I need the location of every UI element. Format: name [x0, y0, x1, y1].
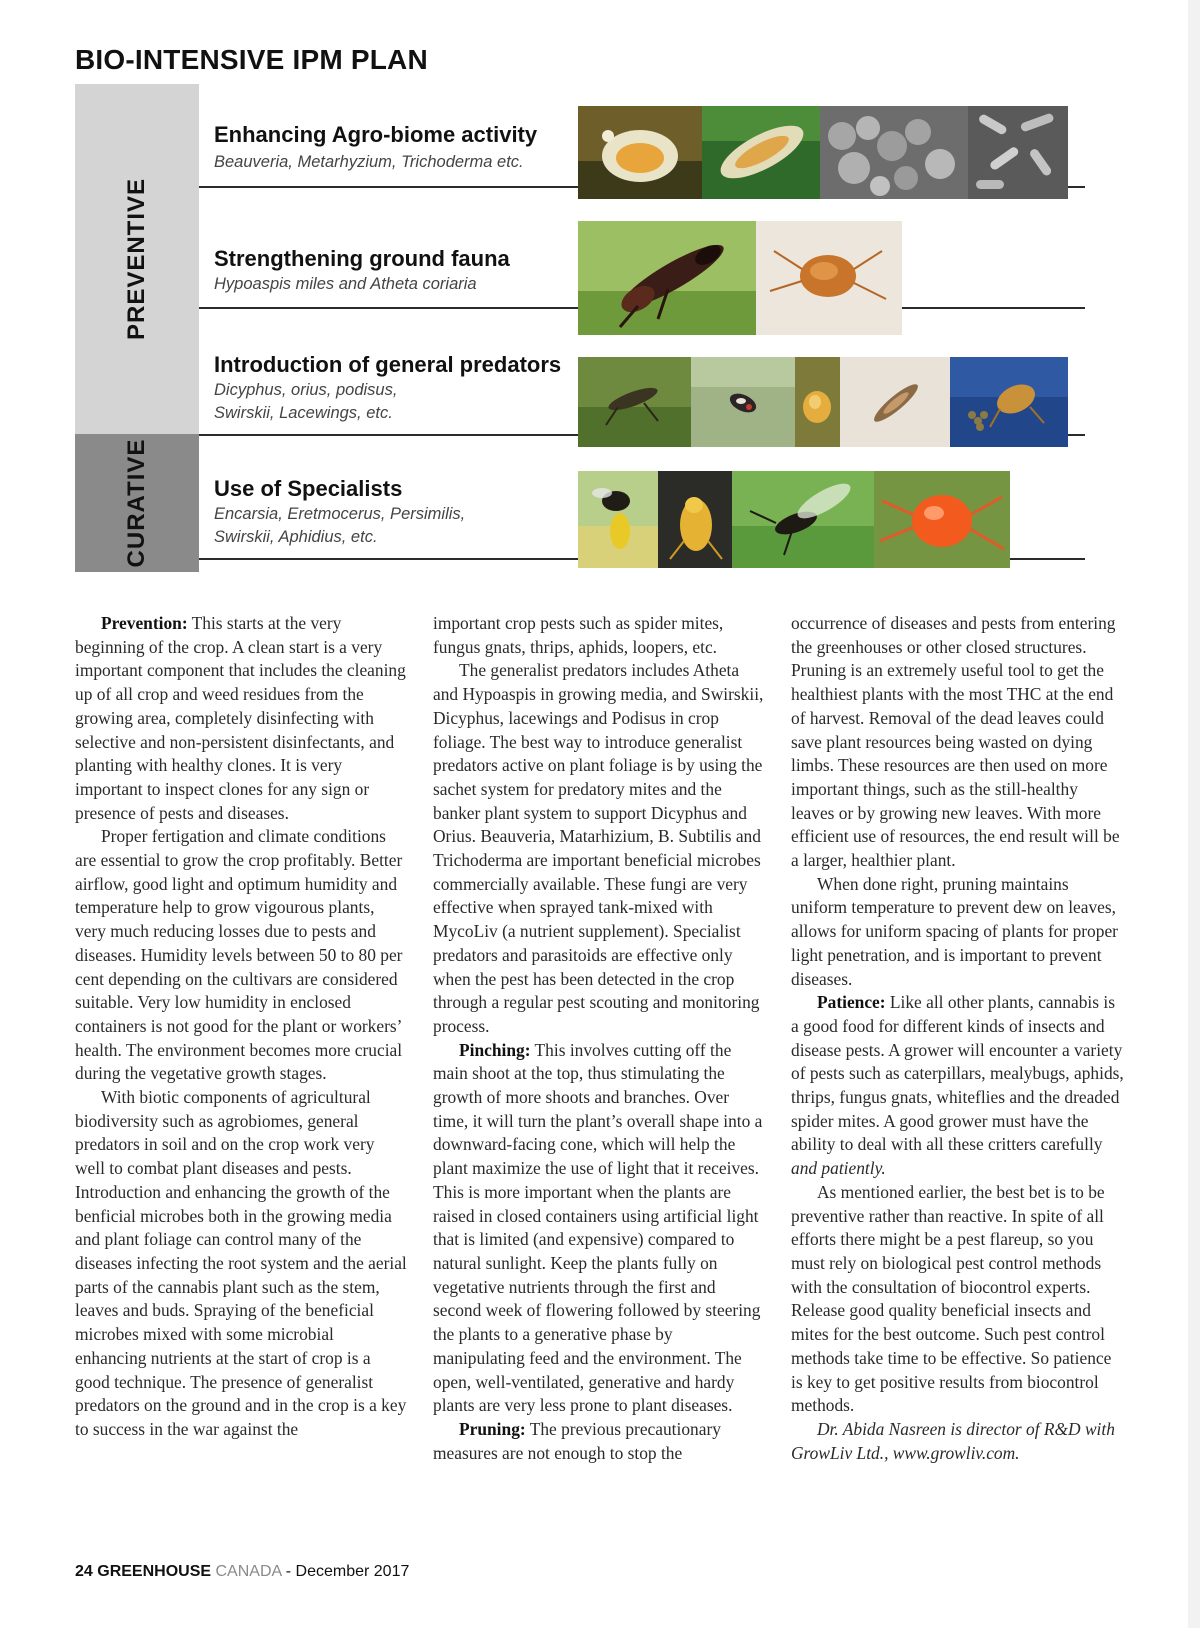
paragraph-text: The generalist predators includes Atheta and Hypoaspis in growing media, and Swirskii, Dicyphus, lacewings and Podisus in crop foliage. The best way to introduce generalist predators active on plant foliage is by using the sachet system for predatory mites and the banker plant system to support Dicyphus and Orius. Beauveria, Matarhizium, B. Subtilis and Trichoderma are important beneficial microbes commercially available. These fungi are very effective when sprayed tank-mixed with MycoLiv (a nutrient supplement). Specialist predators and parasitoids are effective only when the pest has been detected in the crop through a regular pest scouting and monitoring process.: [433, 660, 764, 1036]
paragraph-text: The previous precautionary measures are not enough to stop the: [433, 1418, 721, 1463]
row-subtitle-line2: Swirskii, Aphidius, etc.: [214, 528, 378, 546]
swirskii-mite-photo: [795, 357, 840, 447]
article-column-3: [791, 612, 1125, 1465]
paragraph-text: This involves cutting off the main shoot at the top, thus stimulating the growth of more shoots and branches. Over time, it will turn the plant’s overall shape into a downward-facing cone, which will help the plant maximize the use of light that it receives. This is more important when the plants are raised in closed containers using artificial light that is limited (and expensive) compared to natural sunlight. Keep the plants fully on vegetative nutrients through the first and second week of flowering followed by steering the plants to a generative phase by manipulating feed and the environment. The open, well-ventilated, generative and hardy plants are very less prone to plant diseases.: [433, 1039, 763, 1416]
curative-band: [75, 434, 199, 572]
paragraph-lead: Pruning:: [459, 1418, 526, 1439]
paragraph: [75, 825, 407, 1086]
trichoderma-micrograph-photo: [820, 106, 968, 199]
paragraph-pruning: [433, 1418, 767, 1465]
paragraph-continued: [433, 612, 767, 659]
paragraph-lead: Patience:: [817, 992, 886, 1013]
paragraph-pinching: [433, 1039, 767, 1418]
row-subtitle-line2: Swirskii, Lacewings, etc.: [214, 404, 393, 422]
row-subtitle: Beauveria, Metarhyzium, Trichoderma etc.: [214, 153, 524, 171]
row-title: Introduction of general predators: [214, 352, 562, 377]
aphidius-wasp-photo: [732, 471, 874, 568]
paragraph-text: occurrence of diseases and pests from entering the greenhouses or other closed structures. Pruning is an extremely useful tool to get the healthiest plants with the most THC at the end of harvest. Removal of the dead leaves could save plant resources being wasted on dying limbs. These resources are then used on more important things, such as the still-healthy leaves or by growing new leaves. With more efficient use of resources, the end result will be a larger, healthier plant.: [791, 613, 1120, 871]
paragraph-text: As mentioned earlier, the best bet is to be preventive rather than reactive. In spite of all efforts there might be a pest flareup, so you must rely on biological pest control methods with the consultation of biocontrol experts. Release good quality beneficial insects and mites for the best outcome. Such pest control methods take time to be effective. So patience is key to get positive results from biocontrol methods.: [791, 1181, 1112, 1416]
orius-bug-photo: [691, 357, 795, 447]
paragraph: [433, 659, 767, 1038]
dicyphus-bug-photo: [578, 357, 691, 447]
paragraph-italic-tail: and patiently.: [791, 1158, 886, 1179]
byline-text: Dr. Abida Nasreen is director of R&D with GrowLiv Ltd., www.growliv.com.: [791, 1418, 1115, 1463]
lacewing-larva-photo: [840, 357, 950, 447]
page-number: 24: [75, 1563, 93, 1580]
paragraph-text: When done right, pruning maintains uniform temperature to prevent dew on leaves, allows for uniform spacing of plants for proper light penetration, and is important to prevent diseases.: [791, 873, 1118, 989]
rove-beetle-photo: [578, 221, 756, 335]
paragraph: [791, 1181, 1125, 1418]
magazine-country: CANADA: [215, 1563, 282, 1580]
paragraph-lead: Pinching:: [459, 1039, 531, 1060]
preventive-label: PREVENTIVE: [123, 177, 150, 341]
persimilis-mite-photo: [874, 471, 1010, 568]
encarsia-wasp-photo: [578, 471, 658, 568]
paragraph-text: important crop pests such as spider mites, fungus gnats, thrips, aphids, loopers, etc.: [433, 613, 724, 657]
paragraph: [791, 873, 1125, 992]
paragraph: [75, 1086, 407, 1442]
row-subtitle-line1: Encarsia, Eretmocerus, Persimilis,: [214, 505, 466, 523]
row-title: Enhancing Agro-biome activity: [214, 122, 538, 147]
fungal-spores-photo: [578, 106, 702, 199]
article-column-2: [433, 612, 767, 1465]
paragraph-patience: [791, 991, 1125, 1181]
page-edge-shadow: [1188, 0, 1200, 1628]
footer-separator: -: [285, 1563, 292, 1580]
paragraph-text: This starts at the very beginning of the crop. A clean start is a very important component that includes the cleaning up of all crop and weed residues from the growing area, completely disinfecting with selective and non-persistent disinfectants, and planting with healthy clones. It is very important to inspect clones for any sign or presence of pests and diseases.: [75, 613, 406, 823]
row-title: Use of Specialists: [214, 476, 403, 501]
row-title: Strengthening ground fauna: [214, 246, 510, 271]
preventive-band: [75, 84, 199, 434]
eretmocerus-wasp-photo: [658, 471, 732, 568]
row-subtitle: Hypoaspis miles and Atheta coriaria: [214, 275, 477, 293]
page-title: BIO-INTENSIVE IPM PLAN: [75, 44, 428, 75]
bacillus-micrograph-photo: [968, 106, 1068, 199]
issue-date: December 2017: [295, 1563, 410, 1580]
page-footer: [75, 1563, 409, 1581]
paragraph-text: Like all other plants, cannabis is a good food for different kinds of insects and disease pests. A grower will encounter a variety of pests such as caterpillars, mealybugs, aphids, thrips, fungus gnats, whiteflies and the dreaded spider mites. A good grower must have the ability to deal with all these critters carefully: [791, 992, 1124, 1155]
hypoaspis-mite-photo: [756, 221, 902, 335]
podisus-nymph-photo: [950, 357, 1068, 447]
curative-label: CURATIVE: [123, 438, 150, 568]
paragraph-text: Proper fertigation and climate conditions are essential to grow the crop profitably. Better airflow, good light and optimum humidity and temperature help to grow vigourous plants, very much reducing losses due to pests and diseases. Humidity levels between 50 to 80 per cent depending on the cultivars are considered suitable. Very low humidity in enclosed containers is not good for the plant or workers’ health. The environment becomes more crucial during the vegetative growth stages.: [75, 826, 403, 1084]
beauveria-infected-larva-photo: [702, 106, 820, 199]
paragraph-prevention: [75, 612, 407, 825]
article-column-1: [75, 612, 407, 1442]
magazine-name: GREENHOUSE: [97, 1563, 212, 1580]
paragraph-text: With biotic components of agricultural biodiversity such as agrobiomes, general predators in soil and on the crop work very well to combat plant diseases and pests. Introduction and enhancing the growth of the benficial microbes both in the growing media and plant foliage can control many of the diseases infecting the root system and the aerial parts of the cannabis plant such as the stem, leaves and buds. Spraying of the beneficial microbes mixed with some microbial enhancing nutrients at the start of crop is a good technique. The presence of generalist predators on the ground and in the crop is a key to success in the war against the: [75, 1087, 407, 1439]
author-byline: [791, 1418, 1125, 1465]
paragraph-continued: [791, 612, 1125, 873]
row-subtitle-line1: Dicyphus, orius, podisus,: [214, 381, 398, 399]
paragraph-lead: Prevention:: [101, 613, 188, 633]
